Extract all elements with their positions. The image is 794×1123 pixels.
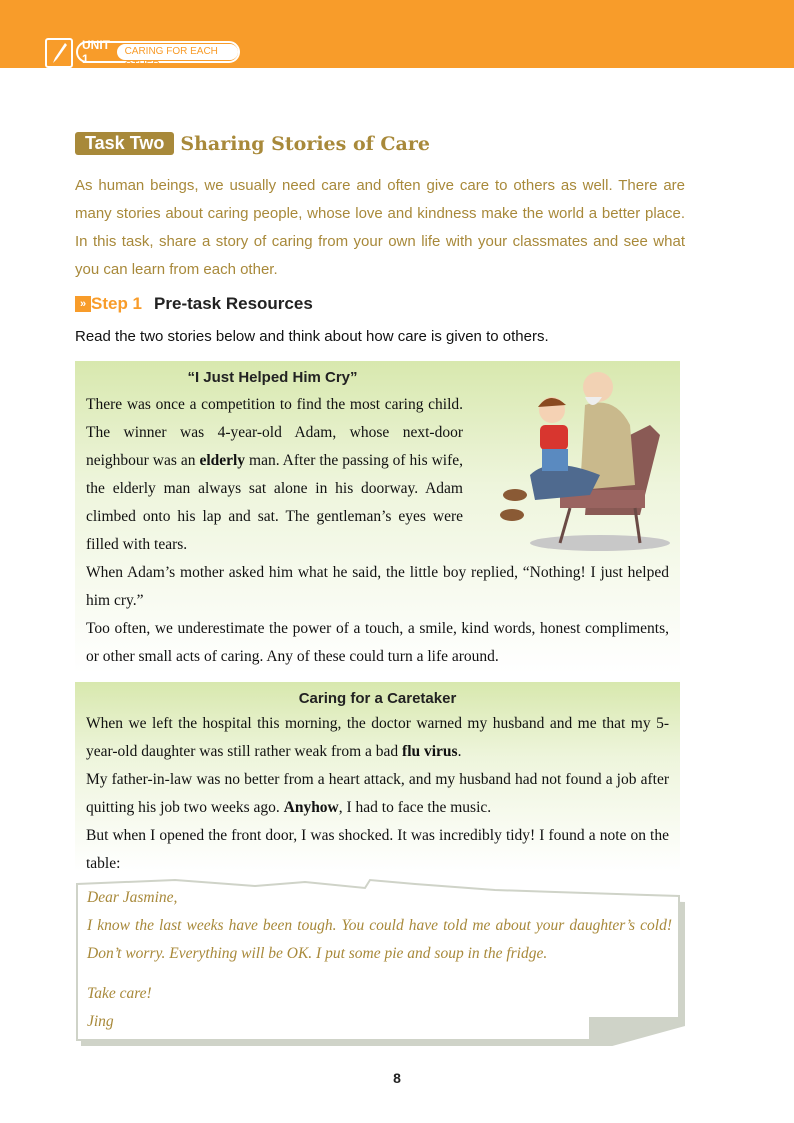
story-paragraphs: [86, 710, 669, 878]
text: , I had to face the music.: [338, 799, 492, 816]
task-intro: As human beings, we usually need care and often give care to others as well. There are many stories about caring people, whose love and kindness make the world a better place. In this task, share a story of caring from your own life with your classmates and see what you can learn from each other.: [75, 177, 685, 278]
unit-name: CARING FOR EACH OTHER: [117, 44, 238, 60]
header-bar: [0, 0, 794, 71]
pen-icon: [45, 38, 73, 68]
grandfather-child-illustration: [490, 365, 675, 555]
text: My father-in-law was no better from a heart attack, and my husband had not found a job after quitting his job two weeks ago.: [86, 771, 669, 816]
unit-number: UNIT 1: [82, 38, 110, 66]
task-heading: [75, 132, 430, 155]
bold-word: flu virus: [402, 743, 458, 760]
bold-word: elderly: [199, 452, 246, 469]
story-box-1: [75, 361, 680, 673]
story-paragraph: [86, 766, 669, 822]
note-signature: Jing: [87, 1013, 114, 1030]
note-text: [87, 884, 672, 1036]
task-title: Sharing Stories of Care: [180, 132, 430, 155]
text: .: [457, 743, 462, 760]
story-paragraphs: [86, 559, 669, 671]
story-paragraph: [86, 710, 669, 766]
story-title: “I Just Helped Him Cry”: [187, 369, 358, 386]
story-title: Caring for a Caretaker: [298, 690, 457, 707]
text: man. After the passing of his wife, the elderly man always sat alone in his doorway. Adam climbed onto his lap and sat. The gentleman’s eyes were filled with tears.: [86, 452, 463, 553]
note-closing: Take care!: [87, 985, 152, 1002]
story-paragraph: [86, 391, 463, 559]
story-paragraph: But when I opened the front door, I was shocked. It was incredibly tidy! I found a note on the table:: [86, 827, 669, 872]
task-badge: Task Two: [75, 132, 174, 155]
story-paragraph: Too often, we underestimate the power of a touch, a smile, kind words, honest compliments, or other small acts of caring. Any of these could turn a life around.: [86, 620, 669, 665]
step-number: Step 1: [91, 294, 143, 313]
page-number: 8: [393, 1070, 401, 1086]
double-chevron-icon: »: [75, 296, 91, 312]
story-paragraph: When Adam’s mother asked him what he said, the little boy replied, “Nothing! I just helped him cry.”: [86, 564, 669, 609]
handwritten-note: [75, 876, 685, 1046]
note-body: I know the last weeks have been tough. You could have told me about your daughter’s cold! Don’t worry. Everything will be OK. I put some pie and soup in the fridge.: [87, 917, 672, 962]
text: There was once a competition to find the most caring child. The winner was 4-year-old Adam, whose next-door neighbour was an: [86, 396, 463, 469]
step-title: Pre-task Resources: [154, 294, 313, 313]
bold-word: Anyhow: [283, 799, 339, 816]
unit-label: [76, 38, 240, 71]
text: When we left the hospital this morning, the doctor warned my husband and me that my 5-year-old daughter was still rather weak from a bad: [86, 715, 669, 760]
step-instruction: Read the two stories below and think about how care is given to others.: [75, 328, 549, 345]
step-heading: [75, 294, 313, 314]
story-box-2: [75, 682, 680, 872]
note-greeting: Dear Jasmine,: [87, 889, 178, 906]
